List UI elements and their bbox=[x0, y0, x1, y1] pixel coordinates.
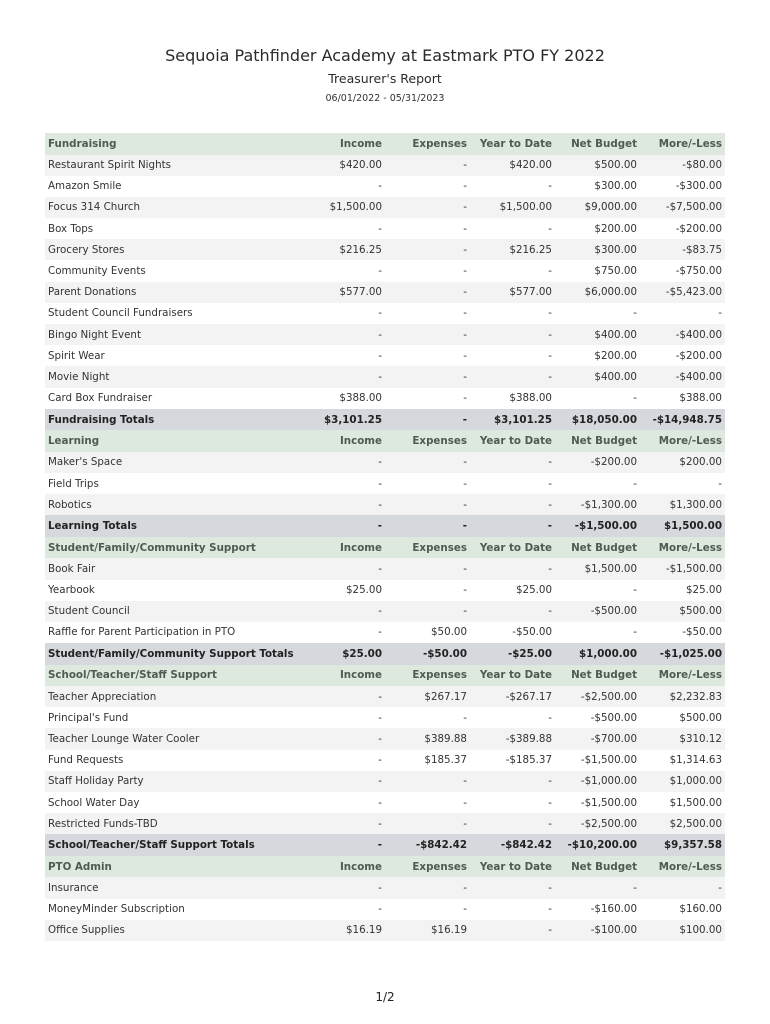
line-item-value: -$1,500.00 bbox=[640, 558, 725, 579]
line-item-value: $389.88 bbox=[385, 728, 470, 749]
line-item-label: Student Council bbox=[45, 601, 295, 622]
table-row bbox=[45, 750, 725, 771]
totals-value: -$25.00 bbox=[470, 643, 555, 665]
line-item-value: - bbox=[555, 622, 640, 643]
line-item-value: -$1,000.00 bbox=[555, 771, 640, 792]
column-header: More/-Less bbox=[640, 537, 725, 559]
line-item-value: - bbox=[385, 452, 470, 473]
line-item-value: - bbox=[470, 452, 555, 473]
line-item-value: -$400.00 bbox=[640, 324, 725, 345]
line-item-value: - bbox=[385, 345, 470, 366]
line-item-value: $1,500.00 bbox=[555, 558, 640, 579]
section-totals-row bbox=[45, 834, 725, 856]
line-item-value: -$267.17 bbox=[470, 686, 555, 707]
line-item-value: $9,000.00 bbox=[555, 197, 640, 218]
line-item-value: $577.00 bbox=[470, 282, 555, 303]
line-item-value: - bbox=[555, 388, 640, 409]
line-item-value: -$50.00 bbox=[470, 622, 555, 643]
totals-label: Student/Family/Community Support Totals bbox=[45, 643, 295, 665]
line-item-value: - bbox=[385, 218, 470, 239]
column-header: Year to Date bbox=[470, 856, 555, 878]
column-header: More/-Less bbox=[640, 430, 725, 452]
line-item-value: - bbox=[295, 260, 385, 281]
column-header: Expenses bbox=[385, 537, 470, 559]
line-item-value: $1,500.00 bbox=[295, 197, 385, 218]
line-item-label: School Water Day bbox=[45, 792, 295, 813]
line-item-value: - bbox=[295, 899, 385, 920]
line-item-value: - bbox=[295, 176, 385, 197]
totals-value: $3,101.25 bbox=[295, 409, 385, 431]
section-header-row bbox=[45, 430, 725, 452]
line-item-value: - bbox=[470, 324, 555, 345]
totals-label: Learning Totals bbox=[45, 515, 295, 537]
line-item-label: Field Trips bbox=[45, 473, 295, 494]
column-header: More/-Less bbox=[640, 665, 725, 687]
table-row bbox=[45, 260, 725, 281]
line-item-value: - bbox=[555, 877, 640, 898]
treasurer-report-table bbox=[45, 133, 725, 941]
line-item-value: - bbox=[385, 473, 470, 494]
line-item-value: -$83.75 bbox=[640, 239, 725, 260]
line-item-value: $216.25 bbox=[470, 239, 555, 260]
line-item-value: - bbox=[470, 920, 555, 941]
column-header: Expenses bbox=[385, 856, 470, 878]
line-item-label: Spirit Wear bbox=[45, 345, 295, 366]
table-row bbox=[45, 452, 725, 473]
column-header: Net Budget bbox=[555, 537, 640, 559]
line-item-value: $25.00 bbox=[470, 580, 555, 601]
line-item-value: - bbox=[385, 494, 470, 515]
line-item-value: -$80.00 bbox=[640, 155, 725, 176]
line-item-value: - bbox=[470, 218, 555, 239]
totals-value: - bbox=[470, 515, 555, 537]
line-item-value: - bbox=[295, 473, 385, 494]
line-item-value: $750.00 bbox=[555, 260, 640, 281]
line-item-value: - bbox=[385, 239, 470, 260]
table-row bbox=[45, 176, 725, 197]
line-item-label: Parent Donations bbox=[45, 282, 295, 303]
table-row bbox=[45, 324, 725, 345]
column-header: Income bbox=[295, 665, 385, 687]
line-item-value: - bbox=[640, 303, 725, 324]
line-item-label: Student Council Fundraisers bbox=[45, 303, 295, 324]
line-item-value: - bbox=[385, 707, 470, 728]
line-item-value: - bbox=[470, 260, 555, 281]
line-item-value: - bbox=[295, 877, 385, 898]
line-item-label: Amazon Smile bbox=[45, 176, 295, 197]
totals-value: $1,000.00 bbox=[555, 643, 640, 665]
line-item-value: -$7,500.00 bbox=[640, 197, 725, 218]
line-item-value: $1,500.00 bbox=[640, 792, 725, 813]
report-subtitle: Treasurer's Report bbox=[328, 71, 442, 86]
line-item-value: -$1,500.00 bbox=[555, 750, 640, 771]
line-item-value: $160.00 bbox=[640, 899, 725, 920]
totals-value: $18,050.00 bbox=[555, 409, 640, 431]
totals-value: -$842.42 bbox=[385, 834, 470, 856]
table-row bbox=[45, 239, 725, 260]
line-item-value: $400.00 bbox=[555, 366, 640, 387]
table-row bbox=[45, 388, 725, 409]
line-item-value: -$500.00 bbox=[555, 601, 640, 622]
line-item-value: - bbox=[295, 771, 385, 792]
line-item-value: $500.00 bbox=[640, 601, 725, 622]
line-item-value: - bbox=[640, 877, 725, 898]
table-row bbox=[45, 580, 725, 601]
line-item-value: - bbox=[385, 282, 470, 303]
line-item-value: $400.00 bbox=[555, 324, 640, 345]
table-row bbox=[45, 197, 725, 218]
line-item-value: - bbox=[295, 750, 385, 771]
line-item-label: Restaurant Spirit Nights bbox=[45, 155, 295, 176]
line-item-value: -$185.37 bbox=[470, 750, 555, 771]
line-item-value: - bbox=[470, 707, 555, 728]
line-item-value: - bbox=[555, 303, 640, 324]
line-item-value: $16.19 bbox=[385, 920, 470, 941]
line-item-value: -$200.00 bbox=[640, 218, 725, 239]
totals-value: - bbox=[385, 515, 470, 537]
line-item-value: - bbox=[295, 218, 385, 239]
line-item-value: - bbox=[295, 792, 385, 813]
line-item-value: -$2,500.00 bbox=[555, 686, 640, 707]
table-row bbox=[45, 155, 725, 176]
line-item-label: Grocery Stores bbox=[45, 239, 295, 260]
line-item-value: - bbox=[295, 345, 385, 366]
line-item-value: $200.00 bbox=[640, 452, 725, 473]
totals-value: $1,500.00 bbox=[640, 515, 725, 537]
line-item-value: - bbox=[385, 155, 470, 176]
column-header: More/-Less bbox=[640, 133, 725, 155]
line-item-value: -$500.00 bbox=[555, 707, 640, 728]
line-item-value: - bbox=[470, 601, 555, 622]
line-item-value: - bbox=[385, 877, 470, 898]
table-row bbox=[45, 771, 725, 792]
line-item-label: Box Tops bbox=[45, 218, 295, 239]
line-item-value: - bbox=[470, 813, 555, 834]
column-header: Income bbox=[295, 856, 385, 878]
column-header: Year to Date bbox=[470, 537, 555, 559]
line-item-value: - bbox=[295, 324, 385, 345]
line-item-label: Community Events bbox=[45, 260, 295, 281]
line-item-value: - bbox=[385, 366, 470, 387]
line-item-label: Card Box Fundraiser bbox=[45, 388, 295, 409]
line-item-value: -$1,500.00 bbox=[555, 792, 640, 813]
line-item-label: Teacher Lounge Water Cooler bbox=[45, 728, 295, 749]
line-item-label: Insurance bbox=[45, 877, 295, 898]
line-item-label: Teacher Appreciation bbox=[45, 686, 295, 707]
section-title: School/Teacher/Staff Support bbox=[45, 665, 295, 687]
line-item-value: -$389.88 bbox=[470, 728, 555, 749]
section-title: Student/Family/Community Support bbox=[45, 537, 295, 559]
totals-value: -$1,500.00 bbox=[555, 515, 640, 537]
table-row bbox=[45, 494, 725, 515]
line-item-value: $16.19 bbox=[295, 920, 385, 941]
line-item-value: $185.37 bbox=[385, 750, 470, 771]
line-item-value: - bbox=[295, 494, 385, 515]
column-header: Year to Date bbox=[470, 133, 555, 155]
line-item-label: Yearbook bbox=[45, 580, 295, 601]
column-header: Net Budget bbox=[555, 665, 640, 687]
line-item-value: - bbox=[385, 792, 470, 813]
line-item-value: - bbox=[385, 324, 470, 345]
line-item-label: Office Supplies bbox=[45, 920, 295, 941]
line-item-value: - bbox=[295, 558, 385, 579]
line-item-value: $6,000.00 bbox=[555, 282, 640, 303]
line-item-value: $500.00 bbox=[640, 707, 725, 728]
section-header-row bbox=[45, 856, 725, 878]
line-item-value: - bbox=[385, 601, 470, 622]
column-header: Expenses bbox=[385, 665, 470, 687]
table-row bbox=[45, 728, 725, 749]
line-item-value: $200.00 bbox=[555, 218, 640, 239]
line-item-value: - bbox=[385, 260, 470, 281]
line-item-value: $388.00 bbox=[295, 388, 385, 409]
line-item-value: -$200.00 bbox=[555, 452, 640, 473]
line-item-value: $267.17 bbox=[385, 686, 470, 707]
line-item-value: - bbox=[295, 728, 385, 749]
line-item-value: $388.00 bbox=[470, 388, 555, 409]
line-item-value: $216.25 bbox=[295, 239, 385, 260]
totals-value: $3,101.25 bbox=[470, 409, 555, 431]
line-item-value: - bbox=[470, 494, 555, 515]
line-item-value: - bbox=[385, 813, 470, 834]
table-row bbox=[45, 558, 725, 579]
column-header: Expenses bbox=[385, 430, 470, 452]
line-item-value: -$700.00 bbox=[555, 728, 640, 749]
line-item-value: $2,500.00 bbox=[640, 813, 725, 834]
report-title: Sequoia Pathfinder Academy at Eastmark PTO FY 2022 bbox=[165, 46, 605, 65]
column-header: Expenses bbox=[385, 133, 470, 155]
column-header: Income bbox=[295, 133, 385, 155]
line-item-label: Book Fair bbox=[45, 558, 295, 579]
report-date-range: 06/01/2022 - 05/31/2023 bbox=[325, 93, 445, 104]
table-row bbox=[45, 473, 725, 494]
totals-value: -$842.42 bbox=[470, 834, 555, 856]
totals-value: -$1,025.00 bbox=[640, 643, 725, 665]
line-item-value: - bbox=[470, 303, 555, 324]
line-item-value: - bbox=[385, 899, 470, 920]
line-item-value: - bbox=[295, 813, 385, 834]
table-row bbox=[45, 686, 725, 707]
line-item-label: Raffle for Parent Participation in PTO bbox=[45, 622, 295, 643]
line-item-value: - bbox=[555, 580, 640, 601]
line-item-value: - bbox=[640, 473, 725, 494]
line-item-value: - bbox=[470, 771, 555, 792]
line-item-value: - bbox=[470, 877, 555, 898]
totals-value: -$14,948.75 bbox=[640, 409, 725, 431]
line-item-value: - bbox=[555, 473, 640, 494]
section-header-row bbox=[45, 537, 725, 559]
line-item-value: $1,500.00 bbox=[470, 197, 555, 218]
section-totals-row bbox=[45, 515, 725, 537]
line-item-value: - bbox=[295, 707, 385, 728]
totals-value: - bbox=[295, 515, 385, 537]
section-header-row bbox=[45, 665, 725, 687]
totals-label: Fundraising Totals bbox=[45, 409, 295, 431]
line-item-value: $1,000.00 bbox=[640, 771, 725, 792]
line-item-value: - bbox=[385, 558, 470, 579]
table-row bbox=[45, 622, 725, 643]
line-item-value: - bbox=[385, 176, 470, 197]
line-item-label: Bingo Night Event bbox=[45, 324, 295, 345]
line-item-value: $1,314.63 bbox=[640, 750, 725, 771]
line-item-value: - bbox=[295, 366, 385, 387]
table-row bbox=[45, 792, 725, 813]
totals-value: -$50.00 bbox=[385, 643, 470, 665]
column-header: Income bbox=[295, 537, 385, 559]
table-row bbox=[45, 899, 725, 920]
column-header: Year to Date bbox=[470, 665, 555, 687]
table-row bbox=[45, 366, 725, 387]
line-item-label: Restricted Funds-TBD bbox=[45, 813, 295, 834]
column-header: Net Budget bbox=[555, 133, 640, 155]
line-item-value: - bbox=[295, 622, 385, 643]
section-title: Fundraising bbox=[45, 133, 295, 155]
line-item-value: - bbox=[470, 345, 555, 366]
line-item-value: $200.00 bbox=[555, 345, 640, 366]
line-item-value: -$50.00 bbox=[640, 622, 725, 643]
table-row bbox=[45, 218, 725, 239]
line-item-value: $420.00 bbox=[295, 155, 385, 176]
line-item-value: $25.00 bbox=[295, 580, 385, 601]
section-totals-row bbox=[45, 409, 725, 431]
section-totals-row bbox=[45, 643, 725, 665]
line-item-value: -$200.00 bbox=[640, 345, 725, 366]
line-item-value: $1,300.00 bbox=[640, 494, 725, 515]
table-row bbox=[45, 813, 725, 834]
line-item-value: - bbox=[295, 686, 385, 707]
line-item-value: - bbox=[470, 473, 555, 494]
line-item-value: -$2,500.00 bbox=[555, 813, 640, 834]
line-item-value: $300.00 bbox=[555, 176, 640, 197]
line-item-label: Fund Requests bbox=[45, 750, 295, 771]
line-item-value: - bbox=[470, 558, 555, 579]
line-item-value: - bbox=[385, 197, 470, 218]
line-item-value: $100.00 bbox=[640, 920, 725, 941]
table-row bbox=[45, 877, 725, 898]
line-item-value: $577.00 bbox=[295, 282, 385, 303]
column-header: Year to Date bbox=[470, 430, 555, 452]
line-item-value: $420.00 bbox=[470, 155, 555, 176]
table-row bbox=[45, 707, 725, 728]
line-item-value: - bbox=[470, 366, 555, 387]
line-item-value: - bbox=[295, 452, 385, 473]
line-item-value: -$1,300.00 bbox=[555, 494, 640, 515]
totals-value: - bbox=[385, 409, 470, 431]
table-row bbox=[45, 601, 725, 622]
line-item-label: Maker's Space bbox=[45, 452, 295, 473]
totals-value: $25.00 bbox=[295, 643, 385, 665]
line-item-value: - bbox=[385, 580, 470, 601]
line-item-value: $50.00 bbox=[385, 622, 470, 643]
line-item-label: Robotics bbox=[45, 494, 295, 515]
table-row bbox=[45, 345, 725, 366]
table-row bbox=[45, 920, 725, 941]
line-item-label: MoneyMinder Subscription bbox=[45, 899, 295, 920]
line-item-label: Focus 314 Church bbox=[45, 197, 295, 218]
line-item-value: - bbox=[385, 303, 470, 324]
line-item-value: $388.00 bbox=[640, 388, 725, 409]
page-number: 1/2 bbox=[375, 990, 395, 1004]
line-item-value: - bbox=[470, 176, 555, 197]
totals-value: - bbox=[295, 834, 385, 856]
line-item-label: Staff Holiday Party bbox=[45, 771, 295, 792]
totals-value: -$10,200.00 bbox=[555, 834, 640, 856]
line-item-value: -$400.00 bbox=[640, 366, 725, 387]
line-item-value: $25.00 bbox=[640, 580, 725, 601]
line-item-value: $300.00 bbox=[555, 239, 640, 260]
line-item-label: Principal's Fund bbox=[45, 707, 295, 728]
line-item-value: -$750.00 bbox=[640, 260, 725, 281]
section-title: Learning bbox=[45, 430, 295, 452]
column-header: Net Budget bbox=[555, 430, 640, 452]
line-item-label: Movie Night bbox=[45, 366, 295, 387]
line-item-value: $310.12 bbox=[640, 728, 725, 749]
section-header-row bbox=[45, 133, 725, 155]
column-header: Income bbox=[295, 430, 385, 452]
line-item-value: - bbox=[470, 899, 555, 920]
totals-value: $9,357.58 bbox=[640, 834, 725, 856]
line-item-value: - bbox=[385, 388, 470, 409]
section-title: PTO Admin bbox=[45, 856, 295, 878]
line-item-value: -$5,423.00 bbox=[640, 282, 725, 303]
line-item-value: - bbox=[470, 792, 555, 813]
line-item-value: -$100.00 bbox=[555, 920, 640, 941]
line-item-value: - bbox=[295, 303, 385, 324]
table-row bbox=[45, 303, 725, 324]
line-item-value: - bbox=[295, 601, 385, 622]
column-header: More/-Less bbox=[640, 856, 725, 878]
line-item-value: $500.00 bbox=[555, 155, 640, 176]
totals-label: School/Teacher/Staff Support Totals bbox=[45, 834, 295, 856]
line-item-value: -$300.00 bbox=[640, 176, 725, 197]
line-item-value: -$160.00 bbox=[555, 899, 640, 920]
line-item-value: $2,232.83 bbox=[640, 686, 725, 707]
column-header: Net Budget bbox=[555, 856, 640, 878]
table-row bbox=[45, 282, 725, 303]
line-item-value: - bbox=[385, 771, 470, 792]
